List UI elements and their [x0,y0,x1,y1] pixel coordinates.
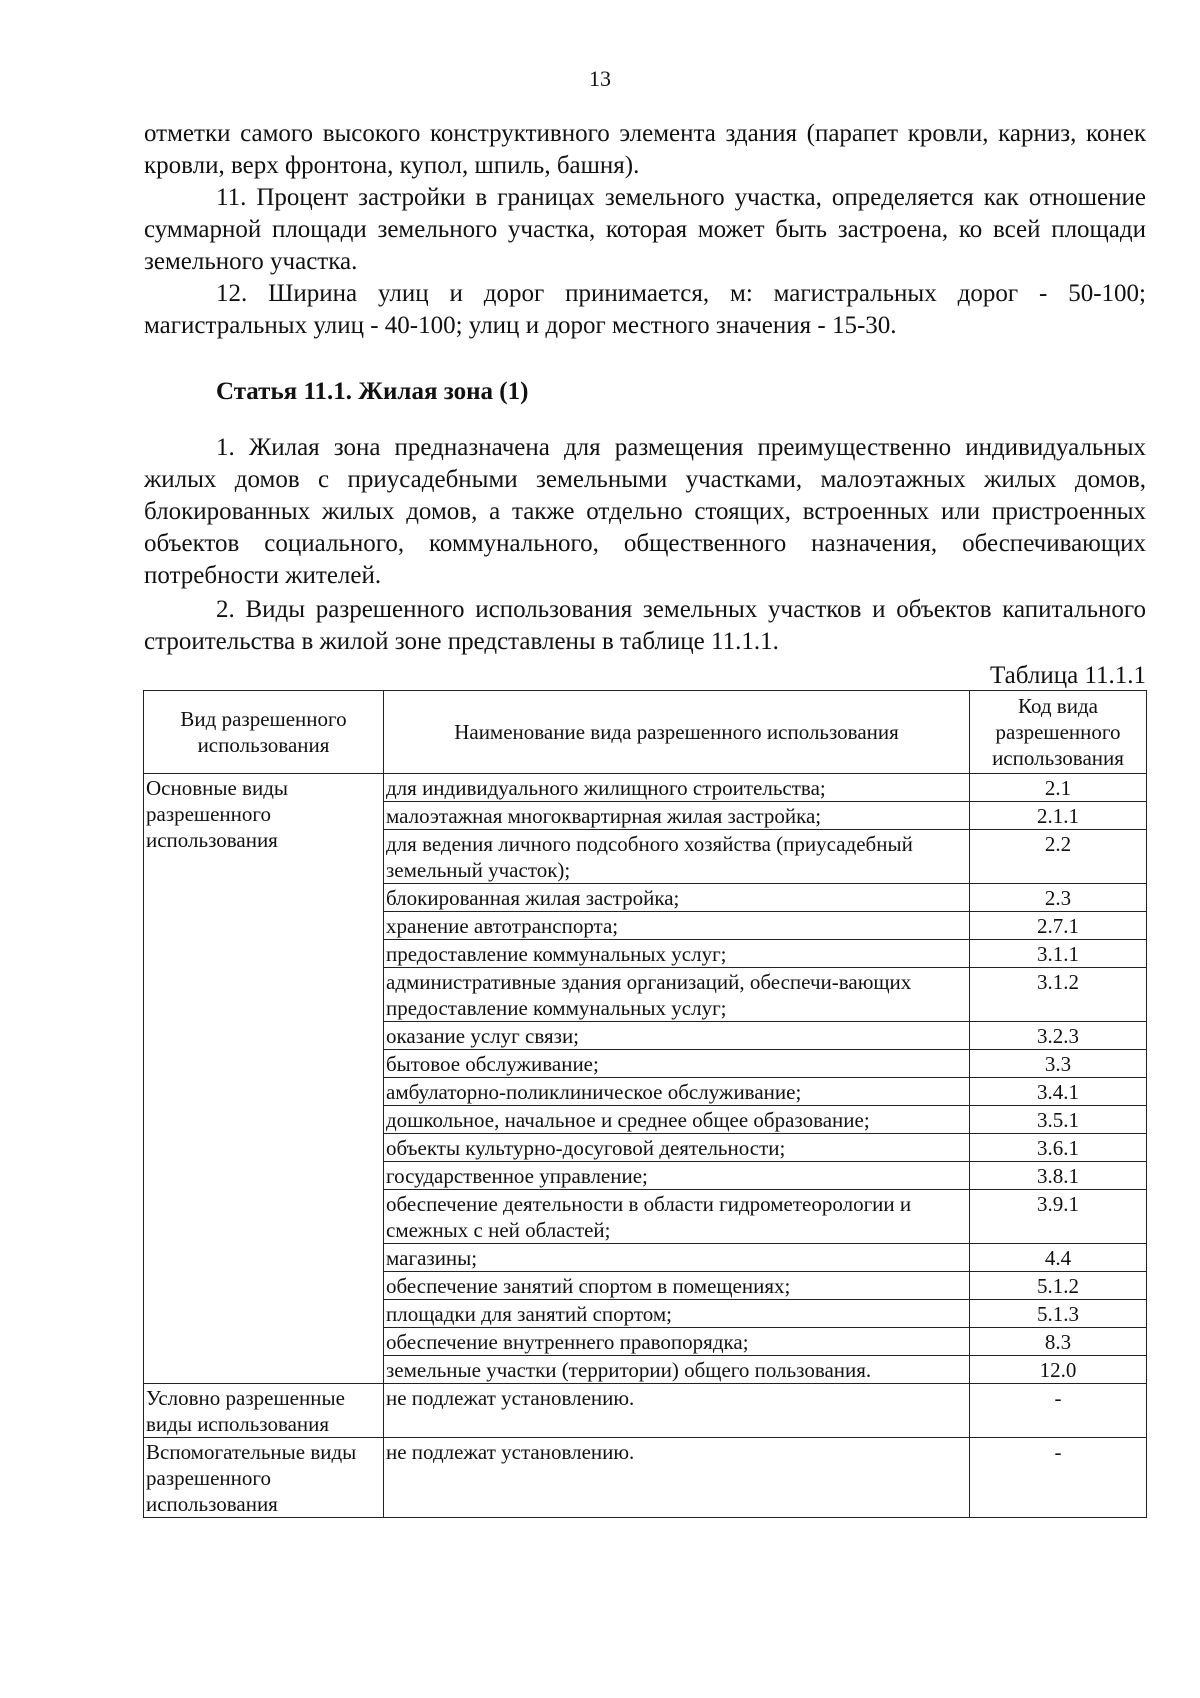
use-name: обеспечение внутреннего правопорядка; [384,1328,970,1356]
use-name: административные здания организаций, обеспечи-вающих предоставление коммунальных услуг; [384,968,970,1022]
auxiliary-use-code: - [970,1438,1147,1518]
use-name: малоэтажная многоквартирная жилая застройка; [384,802,970,830]
header-code: Код вида разрешенного использования [970,691,1147,774]
paragraph-12: 12. Ширина улиц и дорог принимается, м: магистральных дорог - 50-100; магистральных улиц - 40-100; улиц и дорог местного значения - 15-30. [144,280,1146,339]
article-paragraph-2: 2. Виды разрешенного использования земельных участков и объектов капитального строительства в жилой зоне представлены в таблице 11.1.1. [144,596,1146,655]
use-code: 5.1.2 [970,1272,1147,1300]
use-code: 3.5.1 [970,1106,1147,1134]
use-code: 2.2 [970,830,1147,884]
use-name: земельные участки (территории) общего пользования. [384,1356,970,1384]
permitted-uses-table [143,690,1147,1518]
use-name: блокированная жилая застройка; [384,884,970,912]
use-code: 4.4 [970,1244,1147,1272]
article-heading: Статья 11.1. Жилая зона (1) [216,378,529,405]
main-uses-body [144,774,1147,1384]
conditional-use-code: - [970,1384,1147,1438]
paragraph-11: 11. Процент застройки в границах земельного участка, определяется как отношение суммарной площади земельного участка, которая может быть застроена, ко всей площади земельного участка. [144,184,1146,275]
header-name: Наименование вида разрешенного использования [384,691,970,774]
use-code: 2.7.1 [970,912,1147,940]
use-name: магазины; [384,1244,970,1272]
use-code: 2.1.1 [970,802,1147,830]
use-code: 8.3 [970,1328,1147,1356]
use-name: государственное управление; [384,1162,970,1190]
use-name: хранение автотранспорта; [384,912,970,940]
auxiliary-uses-row [144,1438,1147,1518]
use-name: для индивидуального жилищного строительства; [384,774,970,802]
use-name: объекты культурно-досуговой деятельности; [384,1134,970,1162]
table-row [144,774,1147,802]
auxiliary-group-label: Вспомогательные виды разрешенного использования [144,1438,384,1518]
use-name: обеспечение деятельности в области гидрометеорологии и смежных с ней областей; [384,1190,970,1244]
use-code: 2.3 [970,884,1147,912]
use-code: 3.8.1 [970,1162,1147,1190]
use-name: для ведения личного подсобного хозяйства (приусадебный земельный участок); [384,830,970,884]
article-paragraph-1: 1. Жилая зона предназначена для размещения преимущественно индивидуальных жилых домов с приусадебными земельными участками, малоэтажных жилых домов, блокированных жилых домов, а также отдельно стоящих, встроенных или пристроенных объектов социального, коммунального, общественного назначения, обеспечивающих потребности жителей. [144,434,1146,589]
use-name: амбулаторно-поликлиническое обслуживание; [384,1078,970,1106]
use-code: 3.9.1 [970,1190,1147,1244]
use-code: 3.2.3 [970,1022,1147,1050]
auxiliary-use-name: не подлежат установлению. [384,1438,970,1518]
use-code: 2.1 [970,774,1147,802]
use-name: оказание услуг связи; [384,1022,970,1050]
table-header-row [144,691,1147,774]
use-code: 3.1.2 [970,968,1147,1022]
use-code: 3.6.1 [970,1134,1147,1162]
use-code: 12.0 [970,1356,1147,1384]
conditional-group-label: Условно разрешенные виды использования [144,1384,384,1438]
use-name: дошкольное, начальное и среднее общее образование; [384,1106,970,1134]
use-code: 5.1.3 [970,1300,1147,1328]
main-group-label: Основные виды разрешенного использования [144,774,384,1384]
use-name: бытовое обслуживание; [384,1050,970,1078]
paragraph-continuation: отметки самого высокого конструктивного элемента здания (парапет кровли, карниз, конек кровли, верх фронтона, купол, шпиль, башня). [144,120,1146,179]
conditional-uses-row [144,1384,1147,1438]
use-name: площадки для занятий спортом; [384,1300,970,1328]
use-code: 3.3 [970,1050,1147,1078]
use-name: обеспечение занятий спортом в помещениях; [384,1272,970,1300]
use-name: предоставление коммунальных услуг; [384,940,970,968]
page-number: 13 [589,66,611,91]
use-code: 3.1.1 [970,940,1147,968]
header-group: Вид разрешенного использования [144,691,384,774]
use-code: 3.4.1 [970,1078,1147,1106]
conditional-use-name: не подлежат установлению. [384,1384,970,1438]
table-caption: Таблица 11.1.1 [990,662,1146,689]
